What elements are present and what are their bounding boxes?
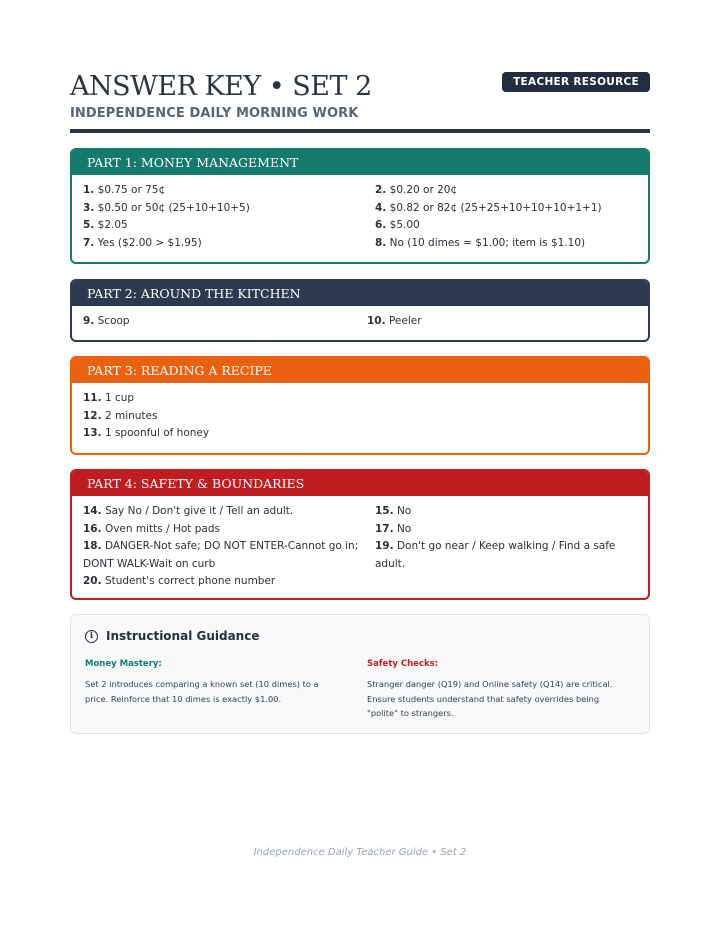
answer-item: 15. No (375, 505, 412, 517)
answer-item: 20. Student's correct phone number (83, 575, 276, 587)
answer-item: 13. 1 spoonful of honey (83, 427, 210, 439)
section-safety-boundaries (70, 469, 650, 600)
section-title: PART 1: MONEY MANAGEMENT (72, 150, 648, 175)
page-subtitle: INDEPENDENCE DAILY MORNING WORK (70, 106, 359, 121)
section-money-management (70, 148, 650, 264)
answer-item: 3. $0.50 or 50¢ (25+10+10+5) (83, 201, 250, 214)
info-icon: i (85, 630, 98, 643)
answer-item: 14. Say No / Don't give it / Tell an adult. (83, 505, 294, 517)
section-title: PART 3: READING A RECIPE (72, 358, 648, 383)
guidance-heading: Safety Checks: (367, 659, 439, 669)
guidance-safety-checks (367, 659, 622, 721)
answer-item: 12. 2 minutes (83, 409, 158, 422)
page-footer: Independence Daily Teacher Guide • Set 2 (253, 847, 467, 858)
guidance-title-text: Instructional Guidance (106, 629, 260, 643)
answer-item: 6. $5.00 (375, 219, 420, 231)
answer-item: 8. No (10 dimes = $1.00; item is $1.10) (375, 236, 586, 249)
answer-item: 5. $2.05 (83, 219, 128, 231)
answer-item: 9. Scoop (83, 315, 130, 327)
guidance-text: Stranger danger (Q19) and Online safety (Q14) are critical. Ensure students understand that safety overrides being "polite" to strangers. (367, 679, 613, 718)
section-reading-a-recipe (70, 356, 650, 455)
section-around-the-kitchen (70, 279, 650, 342)
answer-item: 10. Peeler (367, 315, 422, 327)
answer-item: 18. DANGER-Not safe; DO NOT ENTER-Cannot go in; DONT WALK-Wait on curb (83, 540, 359, 570)
page-title: ANSWER KEY • SET 2 (70, 71, 372, 102)
answer-item: 2. $0.20 or 20¢ (375, 184, 458, 196)
instructional-guidance-box (70, 614, 650, 734)
answer-item: 17. No (375, 522, 412, 535)
answer-item: 4. $0.82 or 82¢ (25+25+10+10+10+1+1) (375, 201, 602, 214)
answer-item: 7. Yes ($2.00 > $1.95) (83, 236, 202, 249)
guidance-money-mastery (85, 659, 340, 706)
teacher-resource-badge: TEACHER RESOURCE (502, 72, 650, 92)
guidance-title (85, 629, 259, 643)
header-divider (70, 129, 650, 133)
answer-item: 19. Don't go near / Keep walking / Find a safe adult. (375, 540, 616, 570)
answer-item: 16. Oven mitts / Hot pads (83, 522, 220, 535)
answer-item: 1. $0.75 or 75¢ (83, 184, 166, 196)
answer-item: 11. 1 cup (83, 392, 135, 404)
section-title: PART 4: SAFETY & BOUNDARIES (72, 471, 648, 496)
guidance-text: Set 2 introduces comparing a known set (10 dimes) to a price. Reinforce that 10 dimes is exactly $1.00. (85, 679, 319, 704)
page-header (70, 70, 650, 121)
section-title: PART 2: AROUND THE KITCHEN (72, 281, 648, 306)
guidance-heading: Money Mastery: (85, 659, 162, 669)
